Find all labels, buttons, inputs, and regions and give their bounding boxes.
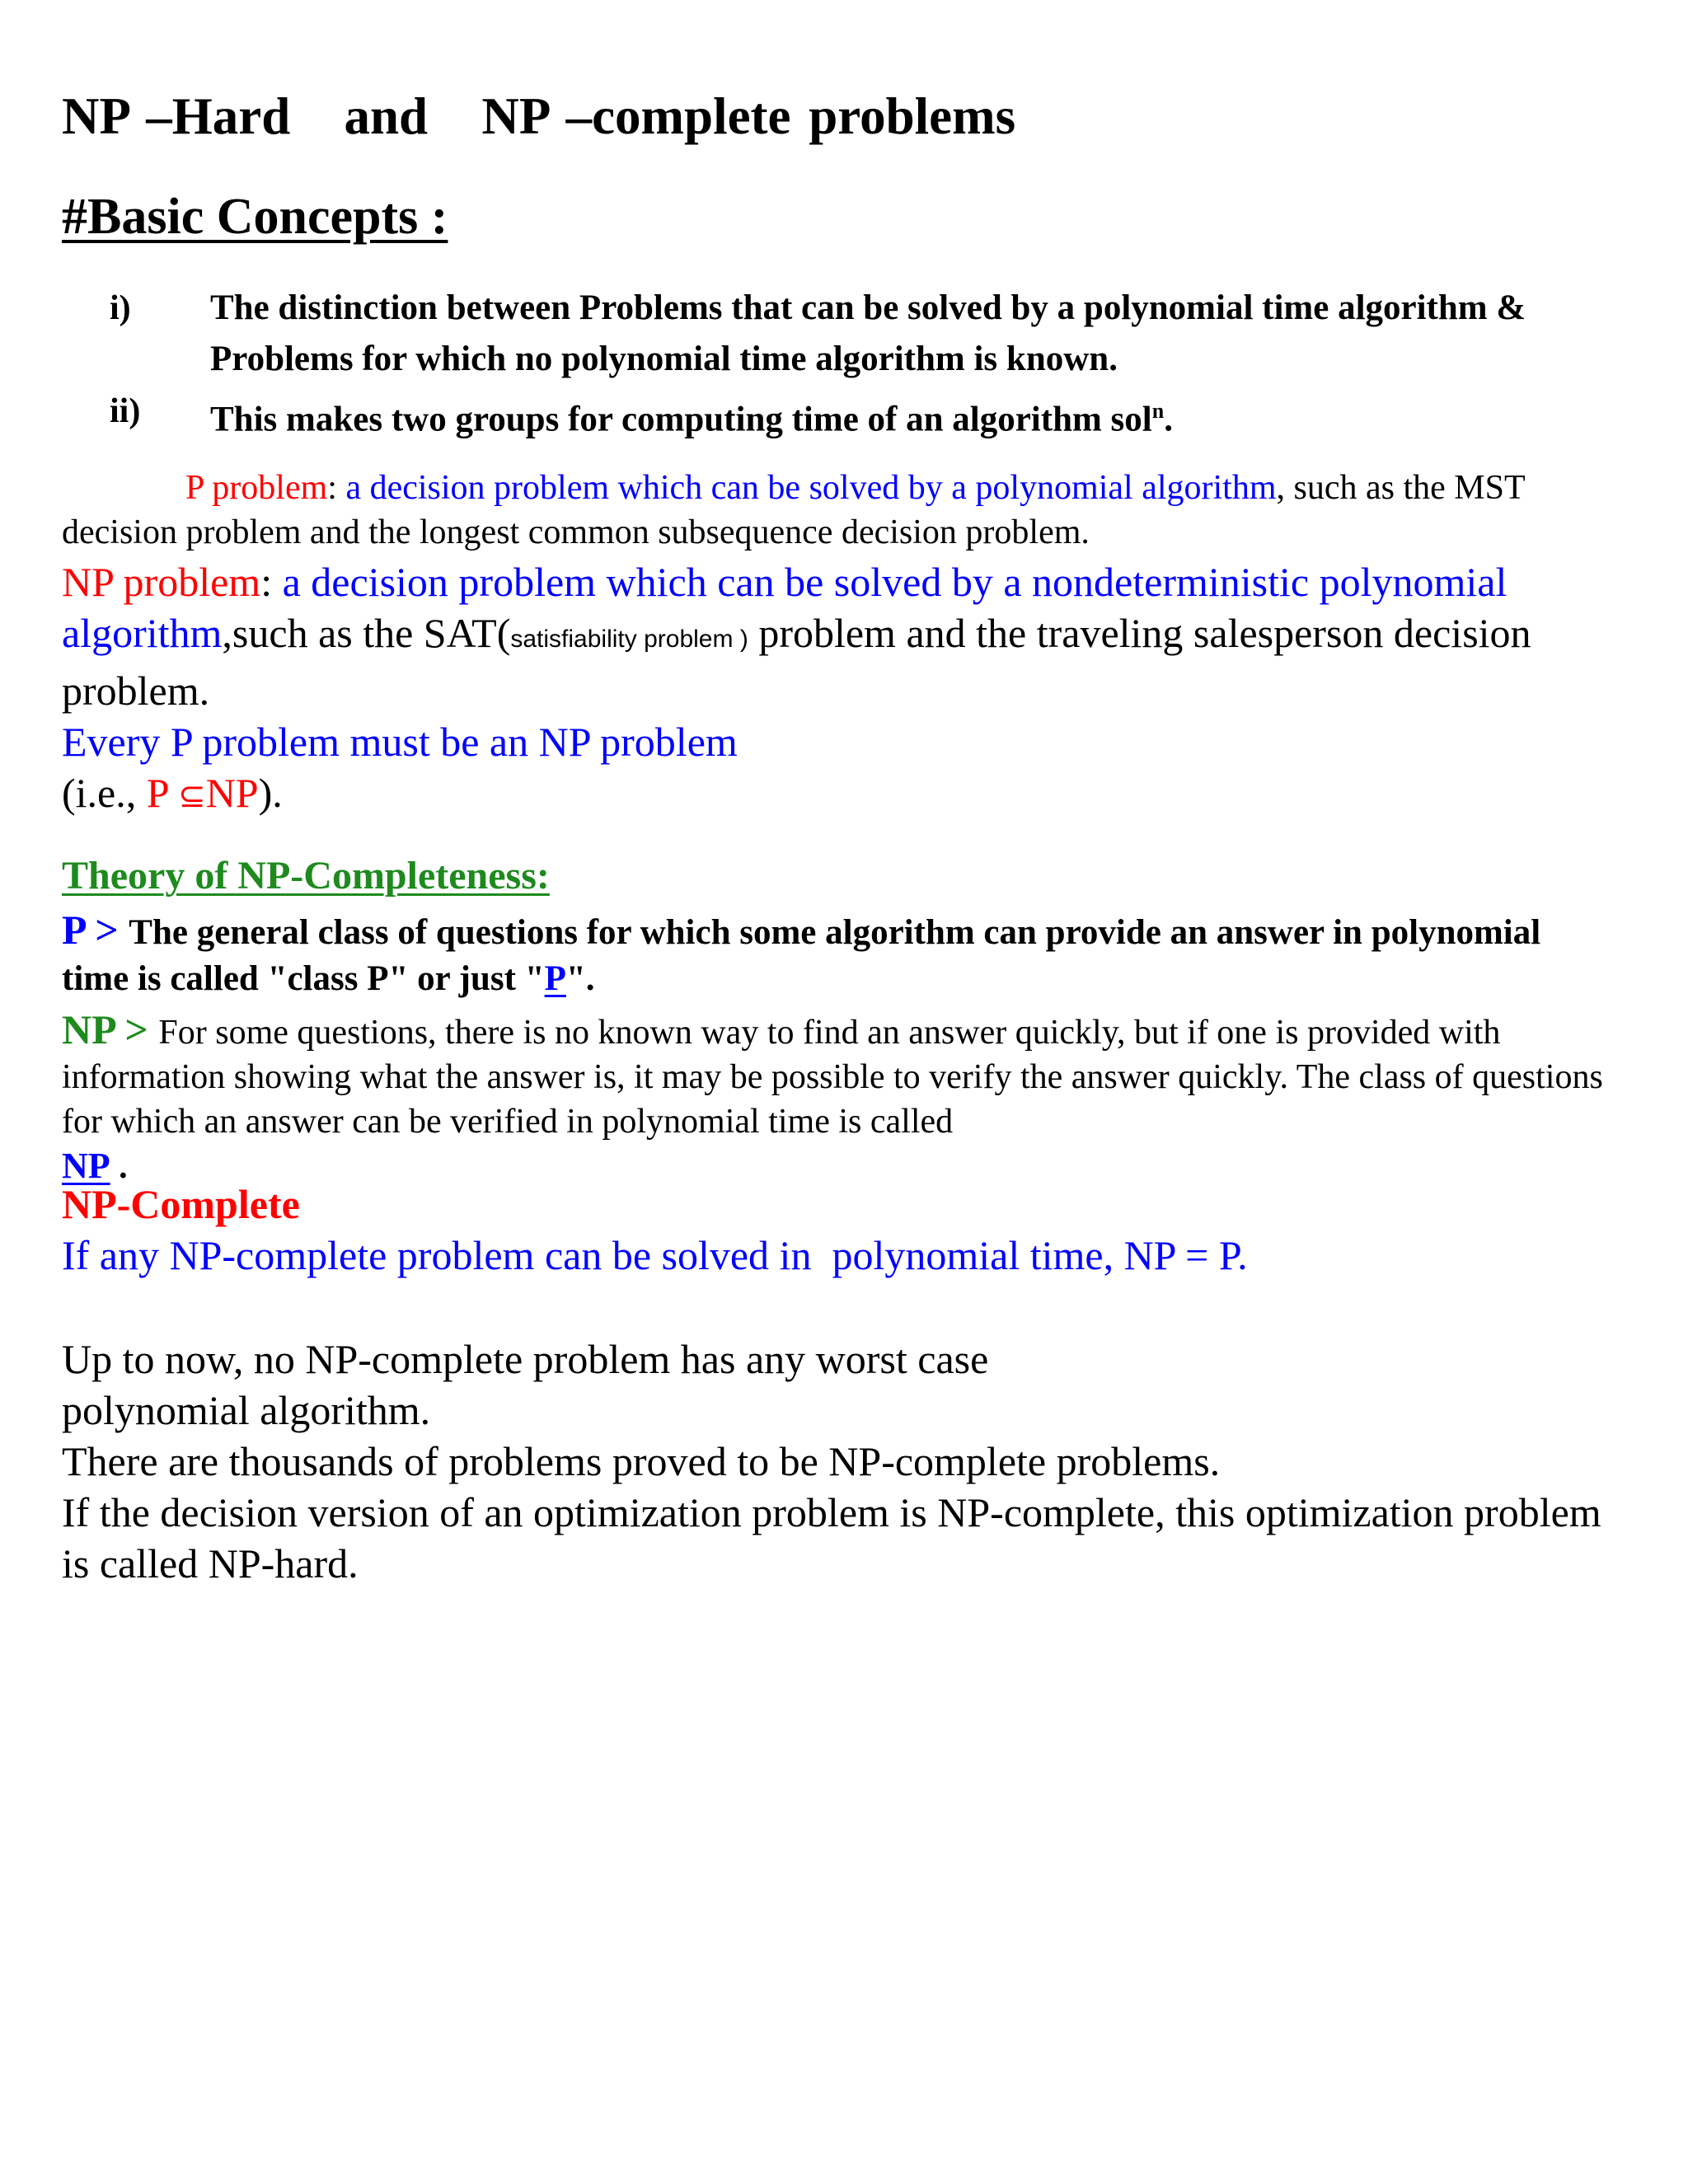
list-item-number: ii) (110, 392, 141, 430)
subset-symbol: ⊆ (178, 777, 206, 815)
p-lead: P > (62, 907, 129, 953)
list-item-number: i) (110, 289, 131, 327)
np-problem-rest: ,such as the SAT( (222, 610, 511, 656)
ie-open: (i.e., (62, 770, 147, 816)
document-title: NP –Hard and NP –complete problems (62, 87, 1016, 145)
closing-line: polynomial algorithm. (62, 1387, 431, 1433)
p-problem-definition: a decision problem which can be solved by a polynomial algorithm (345, 469, 1277, 507)
np-problem-definition: a decision problem which can be solved by a nondeterministic polynomial algorithm (62, 559, 1507, 656)
np-definition-text: For some questions, there is no known way to find an answer quickly, but if one is provided with information showing what the answer is, it may be possible to verify the answer quickly. The class of questions for which an answer can be verified in polynomial time is called (62, 1014, 1603, 1141)
theory-heading: Theory of NP-Completeness: (62, 854, 550, 898)
closing-line: Up to now, no NP-complete problem has any worst case (62, 1336, 989, 1382)
list-item-text (210, 386, 1611, 445)
p-link[interactable]: P (544, 959, 566, 998)
np-problem-rest-2: problem and the traveling salesperson decision problem. (62, 610, 1531, 714)
every-p-statement: Every P problem must be an NP problem (62, 719, 738, 765)
list-item-text-main: This makes two groups for computing time of an algorithm sol (210, 400, 1152, 439)
closing-paragraph (62, 1333, 1611, 1589)
closing-line: There are thousands of problems proved to be NP-complete problems. (62, 1438, 1221, 1484)
np-problem-paragraph (62, 556, 1611, 822)
np-definition-end: . (110, 1148, 128, 1186)
ie-p: P (146, 770, 179, 816)
np-complete-statement: If any NP-complete problem can be solved in polynomial time, NP = P. (62, 1232, 1248, 1278)
ie-np: NP (205, 770, 259, 816)
ie-close: ). (258, 770, 283, 816)
sat-small-note: satisfiability problem ) (510, 626, 748, 653)
basic-concepts-heading: #Basic Concepts : (62, 189, 448, 245)
p-problem-paragraph (62, 466, 1611, 555)
p-problem-label: P problem (185, 469, 328, 507)
np-problem-colon: : (260, 559, 283, 605)
np-lead: NP > (62, 1006, 159, 1052)
p-problem-colon: : (327, 469, 346, 507)
np-link[interactable]: NP (62, 1146, 110, 1186)
np-complete-heading: NP-Complete (62, 1181, 300, 1227)
p-problem-rest: , such as the MST decision problem and the longest common subsequence decision problem. (62, 469, 1525, 551)
p-definition-end: ". (565, 959, 595, 998)
list-item-text: The distinction between Problems that can be solved by a polynomial time algorithm & Problems for which no polynomial time algorithm is known. (210, 288, 1526, 378)
np-problem-label: NP problem (62, 559, 261, 605)
list-item-text-end: . (1164, 400, 1173, 439)
superscript: n (1151, 399, 1165, 423)
np-definition-paragraph (62, 1007, 1611, 1189)
p-definition-paragraph (62, 907, 1611, 1002)
p-definition-text: The general class of questions for which some algorithm can provide an answer in polynomial time is called "class P" or just " (62, 913, 1541, 998)
closing-line: If the decision version of an optimization problem is NP-complete, this optimization problem is called NP-hard. (62, 1489, 1601, 1586)
